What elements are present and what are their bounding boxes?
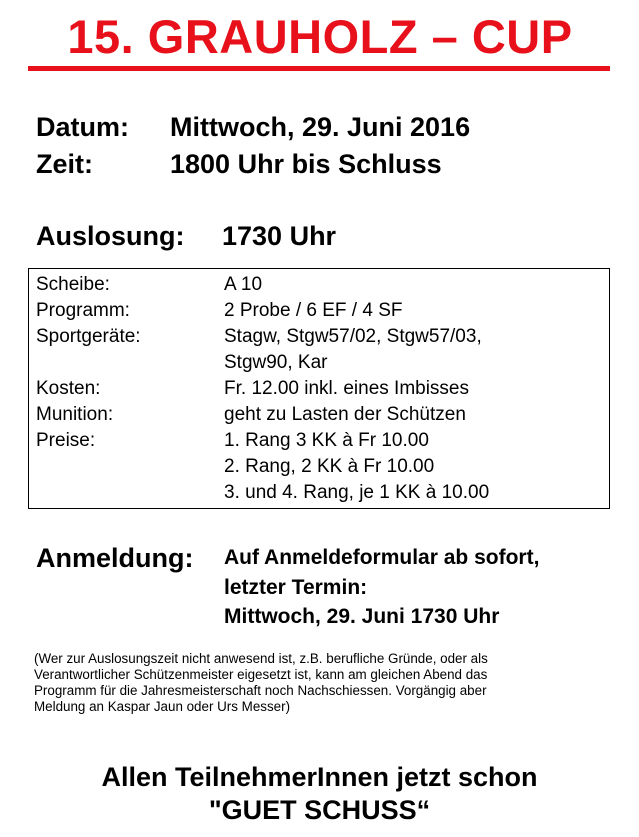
detail-row-munition bbox=[36, 402, 466, 428]
note-line: Verantwortlicher Schützenmeister eigesetzt ist, kann am gleichen Abend das bbox=[34, 667, 488, 682]
page-title: 15. GRAUHOLZ – CUP bbox=[67, 10, 573, 63]
detail-value: 1. Rang 3 KK à Fr 10.00 bbox=[224, 430, 429, 451]
detail-value: 2 Probe / 6 EF / 4 SF bbox=[224, 300, 403, 321]
note-paragraph bbox=[34, 651, 624, 715]
detail-label: Kosten: bbox=[36, 378, 101, 399]
details-box bbox=[28, 268, 610, 509]
detail-label: Munition: bbox=[36, 404, 114, 425]
zeit-label: Zeit: bbox=[36, 149, 93, 179]
detail-row-sportgeraete bbox=[36, 324, 482, 350]
detail-value-continued: Stgw90, Kar bbox=[224, 352, 328, 373]
anmeldung-line: Mittwoch, 29. Juni 1730 Uhr bbox=[224, 605, 500, 628]
note-line: (Wer zur Auslosungszeit nicht anwesend ist, z.B. berufliche Gründe, oder als bbox=[34, 651, 488, 666]
detail-row-scheibe bbox=[36, 272, 263, 298]
auslosung-label: Auslosung: bbox=[36, 221, 185, 251]
datum-row bbox=[36, 110, 471, 144]
auslosung-row bbox=[36, 219, 337, 253]
detail-value-continued: 2. Rang, 2 KK à Fr 10.00 bbox=[224, 456, 435, 477]
detail-label: Sportgeräte: bbox=[36, 326, 141, 347]
note-line: Meldung an Kaspar Jaun oder Urs Messer) bbox=[34, 699, 291, 714]
anmeldung-line: letzter Termin: bbox=[224, 576, 368, 599]
detail-label: Programm: bbox=[36, 300, 130, 321]
detail-row-kosten bbox=[36, 376, 469, 402]
datum-label: Datum: bbox=[36, 112, 129, 142]
closing-line-2: "GUET SCHUSS“ bbox=[208, 795, 431, 825]
zeit-row bbox=[36, 147, 442, 181]
anmeldung-line: Auf Anmeldeformular ab sofort, bbox=[224, 546, 540, 569]
datum-value: Mittwoch, 29. Juni 2016 bbox=[170, 112, 471, 142]
detail-label: Scheibe: bbox=[36, 274, 110, 295]
detail-value: Fr. 12.00 inkl. eines Imbisses bbox=[224, 378, 469, 399]
zeit-value: 1800 Uhr bis Schluss bbox=[170, 149, 442, 179]
detail-value: Stagw, Stgw57/02, Stgw57/03, bbox=[224, 326, 482, 347]
anmeldung-label: Anmeldung: bbox=[36, 543, 194, 573]
closing-line-1: Allen TeilnehmerInnen jetzt schon bbox=[101, 762, 538, 792]
detail-value: A 10 bbox=[224, 274, 263, 295]
detail-row-preise bbox=[36, 428, 429, 454]
detail-value: geht zu Lasten der Schützen bbox=[224, 404, 466, 425]
detail-label: Preise: bbox=[36, 430, 96, 451]
note-line: Programm für die Jahresmeisterschaft noch Nachschiessen. Vorgängig aber bbox=[34, 683, 487, 698]
title-underline bbox=[28, 66, 610, 71]
detail-row-programm bbox=[36, 298, 403, 324]
auslosung-value: 1730 Uhr bbox=[222, 221, 337, 251]
detail-value-continued: 3. und 4. Rang, je 1 KK à 10.00 bbox=[224, 482, 490, 503]
